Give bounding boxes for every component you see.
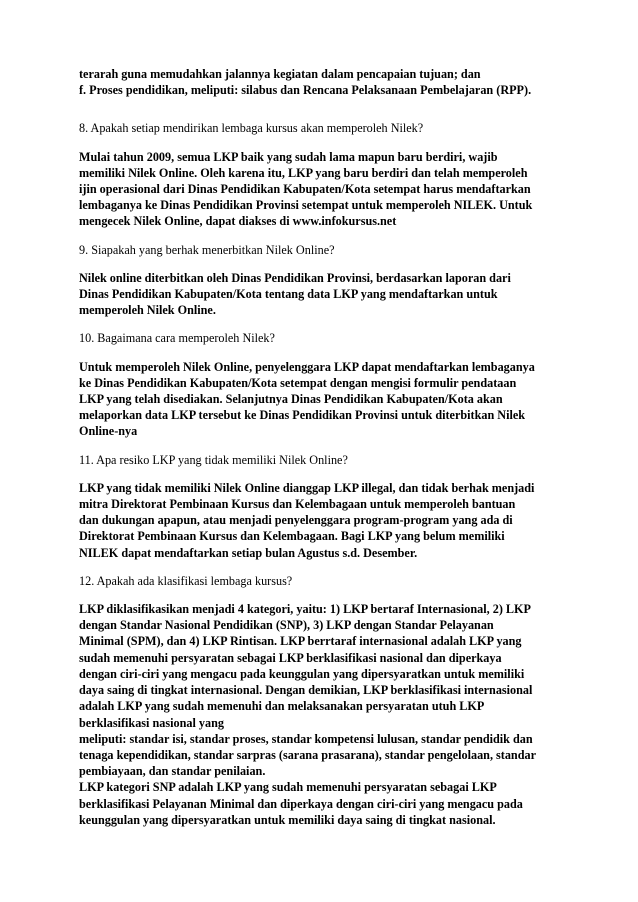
intro-paragraph	[79, 66, 569, 98]
text-line: LKP kategori SNP adalah LKP yang sudah memenuhi persyaratan sebagai LKP	[79, 780, 497, 795]
text-line: memiliki Nilek Online. Oleh karena itu, LKP yang baru berdiri dan telah memperoleh	[79, 165, 528, 180]
answer-paragraph	[79, 149, 569, 230]
text-line: daya saing di tingkat internasional. Dengan demikian, LKP berklasifikasi internasional	[79, 683, 533, 698]
text-line: Nilek online diterbitkan oleh Dinas Pendidikan Provinsi, berdasarkan laporan dari	[79, 270, 511, 285]
text-line: ijin operasional dari Dinas Pendidikan Kabupaten/Kota setempat harus mendaftarkan	[79, 182, 531, 197]
text-line: adalah LKP yang sudah memenuhi dan melaksanakan persyaratan utuh LKP	[79, 699, 485, 714]
text-line: LKP yang telah disediakan. Selanjutnya Dinas Pendidikan Kabupaten/Kota akan	[79, 392, 503, 407]
text-line: Direktorat Pembinaan Kursus dan Kelembagaan. Bagi LKP yang belum memiliki	[79, 529, 505, 544]
text-line: ke Dinas Pendidikan Kabupaten/Kota setempat dengan mengisi formulir pendataan	[79, 375, 517, 390]
text-line: LKP diklasifikasikan menjadi 4 kategori, yaitu: 1) LKP bertaraf Internasional, 2) LKP	[79, 602, 531, 617]
text-line: Online-nya	[79, 424, 138, 439]
text-line: terarah guna memudahkan jalannya kegiatan dalam pencapaian tujuan; dan	[79, 67, 481, 81]
text-line: pembiayaan, dan standar penilaian.	[79, 764, 266, 779]
text-line: f. Proses pendidikan, meliputi: silabus dan Rencana Pelaksanaan Pembelajaran (RPP).	[79, 83, 532, 98]
text-line: mengecek Nilek Online, dapat diakses di www.infokursus.net	[79, 214, 397, 229]
text-line: dengan Standar Nasional Pendidikan (SNP), 3) LKP dengan Standar Pelayanan	[79, 618, 494, 633]
faq-section-11	[79, 452, 569, 561]
question-heading: 12. Apakah ada klasifikasi lembaga kursus?	[79, 573, 293, 588]
text-line: Mulai tahun 2009, semua LKP baik yang sudah lama mapun baru berdiri, wajib	[79, 149, 498, 164]
document-page	[79, 66, 569, 828]
text-line: LKP yang tidak memiliki Nilek Online dianggap LKP illegal, dan tidak berhak menjadi	[79, 480, 535, 495]
answer-paragraph	[79, 270, 569, 319]
text-line: berklasifikasi Pelayanan Minimal dan diperkaya dengan ciri-ciri yang mengacu pada	[79, 796, 523, 811]
text-line: berklasifikasi nasional yang	[79, 715, 224, 730]
text-line: mitra Direktorat Pembinaan Kursus dan Kelembagaan untuk memperoleh bantuan	[79, 497, 516, 512]
answer-paragraph	[79, 601, 569, 828]
text-line: lembaganya ke Dinas Pendidikan Provinsi setempat untuk memperoleh NILEK. Untuk	[79, 198, 533, 213]
text-line: keunggulan yang dipersyaratkan untuk memiliki daya saing di tingkat nasional.	[79, 812, 496, 827]
text-line: memperoleh Nilek Online.	[79, 303, 216, 318]
question-heading: 9. Siapakah yang berhak menerbitkan Nilek Online?	[79, 242, 335, 257]
question-heading: 10. Bagaimana cara memperoleh Nilek?	[79, 331, 275, 346]
text-line: sudah memenuhi persyaratan sebagai LKP berklasifikasi nasional dan diperkaya	[79, 650, 502, 665]
text-line: meliputi: standar isi, standar proses, standar kompetensi lulusan, standar pendidik dan	[79, 731, 533, 746]
faq-section-10	[79, 330, 569, 439]
text-line: Minimal (SPM), dan 4) LKP Rintisan. LKP berrtaraf internasional adalah LKP yang	[79, 634, 522, 649]
faq-section-9	[79, 242, 569, 319]
answer-paragraph	[79, 480, 569, 561]
text-line: melaporkan data LKP tersebut ke Dinas Pendidikan Provinsi untuk diterbitkan Nilek	[79, 408, 526, 423]
text-line: tenaga kependidikan, standar sarpras (sarana prasarana), standar pengelolaan, standar	[79, 747, 536, 762]
text-line: dan dukungan apapun, atau menjadi penyelenggara program-program yang ada di	[79, 513, 513, 528]
answer-paragraph	[79, 359, 569, 440]
text-line: dengan ciri-ciri yang mengacu pada keunggulan yang dipersyaratkan untuk memiliki	[79, 666, 525, 681]
text-line: Dinas Pendidikan Kabupaten/Kota tentang data LKP yang mendaftarkan untuk	[79, 287, 498, 302]
question-heading: 8. Apakah setiap mendirikan lembaga kursus akan memperoleh Nilek?	[79, 121, 424, 136]
question-heading: 11. Apa resiko LKP yang tidak memiliki Nilek Online?	[79, 452, 348, 467]
text-line: Untuk memperoleh Nilek Online, penyelenggara LKP dapat mendaftarkan lembaganya	[79, 359, 535, 374]
text-line: NILEK dapat mendaftarkan setiap bulan Agustus s.d. Desember.	[79, 545, 418, 560]
faq-section-8	[79, 120, 569, 229]
faq-section-12	[79, 573, 569, 828]
